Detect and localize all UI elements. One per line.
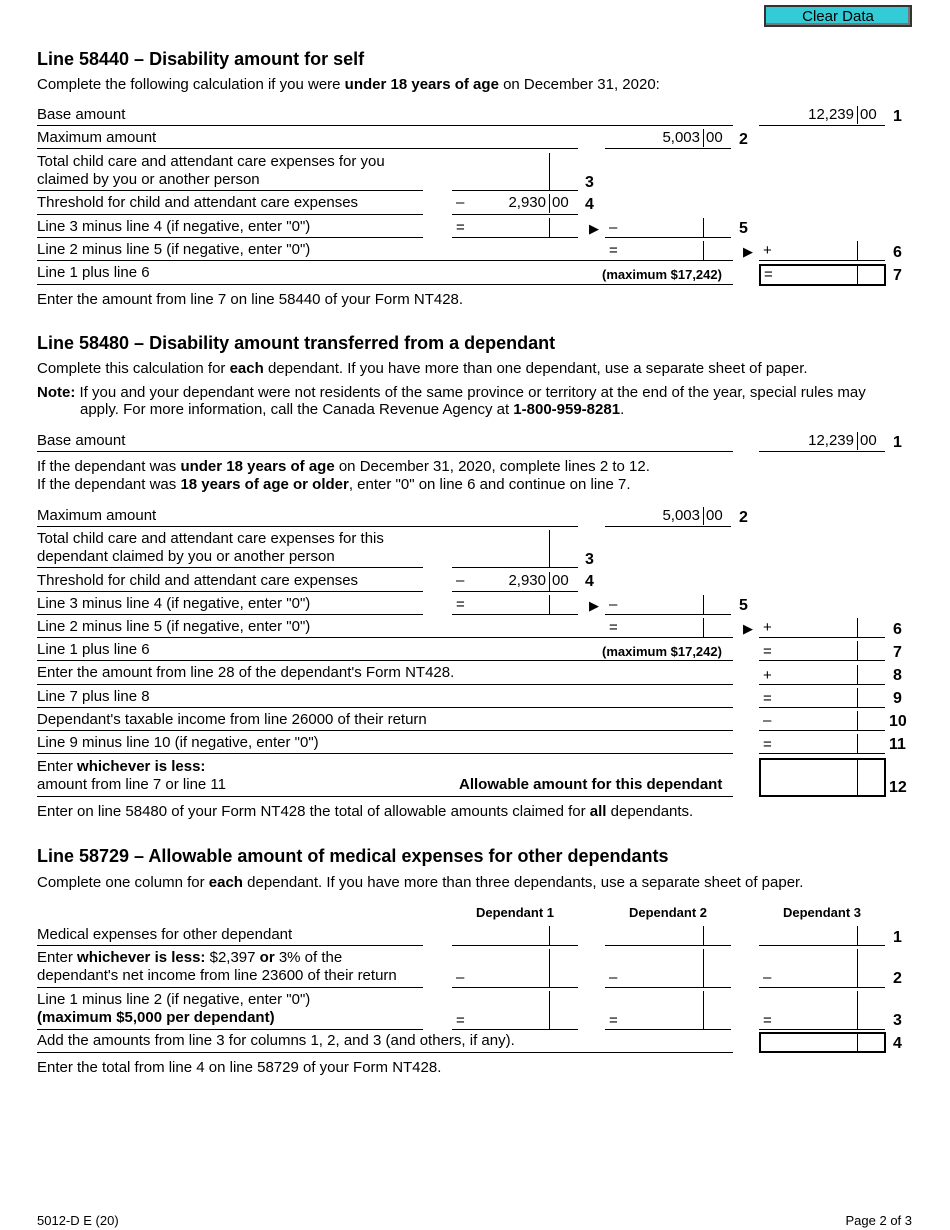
s1-arrow-6: ▶ [743,244,753,259]
s3-equals-dep1: = [456,1012,465,1029]
s2-footer: Enter on line 58480 of your Form NT428 the total of allowable amounts claimed for all dependants. [37,803,694,820]
s3-l1-dep1-input[interactable] [452,926,549,945]
s2-line-number-9: 9 [893,690,902,707]
column-header-dependant-3: Dependant 3 [782,905,861,920]
s1-threshold-dollars: 2,930 [508,194,546,211]
s2-line3-input[interactable] [452,530,549,567]
s1-line6-input[interactable] [775,241,857,260]
section-title-58480: Line 58480 – Disability amount transferred from a dependant [37,333,556,353]
s2-line9-input[interactable] [775,688,857,707]
s1-max-dollars: 5,003 [662,129,700,146]
s2-care-label-2: dependant claimed by you or another person [37,548,335,565]
s1-max-cents: 00 [706,129,723,146]
s2-base-amount-label: Base amount [37,432,126,449]
s2-note-line-2: apply. For more information, call the Canada Revenue Agency at 1-800-959-8281. [80,401,625,418]
s2-line-number-7: 7 [893,644,902,661]
s3-line-number-3: 3 [893,1012,902,1029]
s2-minus-4: – [456,572,465,589]
s2-care-label-1: Total child care and attendant care expenses for this [37,530,384,547]
s1-line-number-7: 7 [893,267,902,284]
s2-threshold-label: Threshold for child and attendant care expenses [37,572,359,589]
s3-footer: Enter the total from line 4 on line 58729 of your Form NT428. [37,1059,442,1076]
s1-base-cents: 00 [860,106,877,123]
s2-max-dollars: 5,003 [662,507,700,524]
s2-line-number-4: 4 [585,573,594,590]
s1-care-label-2: claimed by you or another person [37,171,260,188]
s2-threshold-cents: 00 [552,572,569,589]
s2-l12-label-2: amount from line 7 or line 11 [37,776,226,793]
s3-minus-dep2: – [609,969,618,986]
s2-minus-5: – [609,596,618,613]
s1-l2m5-label: Line 2 minus line 5 (if negative, enter "0") [37,241,311,258]
s2-line-number-8: 8 [893,667,902,684]
s2-equals-5: = [456,596,465,613]
s2-equals-9: = [763,690,772,707]
s2-note-line-1: Note: If you and your dependant were not residents of the same province or territory at the end of the year, special rules may [37,384,866,401]
s2-base-cents: 00 [860,432,877,449]
s2-equals-6a: = [609,619,618,636]
s1-equals-6a: = [609,242,618,259]
s2-line-number-12: 12 [889,779,907,796]
s2-l10-label: Dependant's taxable income from line 26000 of their return [37,711,427,728]
section-title-58440: Line 58440 – Disability amount for self [37,49,365,69]
s2-l12-label-1: Enter whichever is less: [37,758,206,775]
s2-line6-input[interactable] [775,618,857,637]
s2-line5-input[interactable] [621,595,703,614]
s2-line7-input[interactable] [775,641,857,660]
s3-line-number-1: 1 [893,929,902,946]
s3-l3-dep2-input[interactable] [621,991,703,1029]
section-intro-58440: Complete the following calculation if you were under 18 years of age on December 31, 2020: [37,76,660,93]
s1-l1p6-label: Line 1 plus line 6 [37,264,150,281]
s2-arrow-6: ▶ [743,621,753,636]
s1-line-number-6: 6 [893,244,902,261]
s1-line3-input[interactable] [452,153,549,190]
s2-minus-10: – [763,712,772,729]
s2-equals-7: = [763,643,772,660]
s3-l3-dep3-input[interactable] [775,991,857,1029]
s2-l1p6-label: Line 1 plus line 6 [37,641,150,658]
section-intro-58729: Complete one column for each dependant. If you have more than three dependants, use a separate sheet of paper. [37,874,804,891]
s3-line-number-2: 2 [893,970,902,987]
s3-l3-label-2: (maximum $5,000 per dependant) [37,1009,275,1026]
s1-equals-7: = [764,266,773,283]
s3-l3-label-1: Line 1 minus line 2 (if negative, enter "0") [37,991,311,1008]
page-number: Page 2 of 3 [845,1213,912,1228]
s2-line-number-2: 2 [739,509,748,526]
s2-line-number-6: 6 [893,621,902,638]
s3-line-number-4: 4 [893,1035,902,1052]
s2-l11-label: Line 9 minus line 10 (if negative, enter "0") [37,734,319,751]
s2-equals-11: = [763,736,772,753]
s2-line-number-10: 10 [889,713,907,730]
section-intro-58480: Complete this calculation for each dependant. If you have more than one dependant, use a separate sheet of paper. [37,360,808,377]
s1-line-number-5: 5 [739,220,748,237]
s2-plus-8: + [763,667,772,684]
s2-line-number-3: 3 [585,551,594,568]
s1-maximum-amount-label: Maximum amount [37,129,157,146]
s2-plus-6: + [763,619,772,636]
s2-max-cents: 00 [706,507,723,524]
s2-l8-label: Enter the amount from line 28 of the dependant's Form NT428. [37,664,455,681]
s3-l2-dep1-input[interactable] [468,949,549,987]
s2-max-note: (maximum $17,242) [602,644,722,659]
s3-l2-label-2: dependant's net income from line 23600 of their return [37,967,397,984]
clear-data-button[interactable]: Clear Data [764,5,912,27]
s2-base-dollars: 12,239 [808,432,854,449]
s1-l3m4-label: Line 3 minus line 4 (if negative, enter "0") [37,218,311,235]
s2-condition-2: If the dependant was 18 years of age or older, enter "0" on line 6 and continue on line 7. [37,476,631,493]
s1-plus-6: + [763,242,772,259]
column-header-dependant-1: Dependant 1 [475,905,554,920]
s2-condition-1: If the dependant was under 18 years of age on December 31, 2020, complete lines 2 to 12. [37,458,650,475]
form-code: 5012-D E (20) [37,1213,119,1228]
s3-equals-dep3: = [763,1012,772,1029]
s3-l1-dep3-input[interactable] [759,926,857,945]
s3-l2-label-1: Enter whichever is less: $2,397 or 3% of the [37,949,343,966]
s2-line-number-11: 11 [889,736,906,753]
s1-threshold-cents: 00 [552,194,569,211]
s3-equals-dep2: = [609,1012,618,1029]
s3-minus-dep1: – [456,969,465,986]
s2-line-number-5: 5 [739,597,748,614]
s2-l3m4-label: Line 3 minus line 4 (if negative, enter "0") [37,595,311,612]
s1-line-number-2: 2 [739,131,748,148]
s1-equals-5: = [456,219,465,236]
s1-line-number-1: 1 [893,108,902,125]
s1-minus-4: – [456,194,465,211]
s1-minus-5: – [609,219,618,236]
s2-l2m5-label: Line 2 minus line 5 (if negative, enter "0") [37,618,311,635]
s1-line7-input[interactable] [759,264,886,286]
s2-l9-label: Line 7 plus line 8 [37,688,150,705]
s3-l4-label: Add the amounts from line 3 for columns 1, 2, and 3 (and others, if any). [37,1032,515,1049]
s2-line10-input[interactable] [775,711,857,730]
s2-arrow-5: ▶ [589,598,599,613]
s2-line11-input[interactable] [775,734,857,753]
section-title-58729: Line 58729 – Allowable amount of medical expenses for other dependants [37,846,669,866]
s2-allowable-label: Allowable amount for this dependant [459,776,723,793]
s2-threshold-dollars: 2,930 [508,572,546,589]
s1-base-dollars: 12,239 [808,106,854,123]
s3-l2-dep3-input[interactable] [775,949,857,987]
s3-l1-label: Medical expenses for other dependant [37,926,293,943]
s1-line-number-4: 4 [585,196,594,213]
s1-threshold-label: Threshold for child and attendant care expenses [37,194,359,211]
s1-footer: Enter the amount from line 7 on line 58440 of your Form NT428. [37,291,464,308]
s1-arrow-5: ▶ [589,221,599,236]
s3-l1-dep2-input[interactable] [605,926,703,945]
column-header-dependant-2: Dependant 2 [628,905,707,920]
s1-line-number-3: 3 [585,174,594,191]
s2-maximum-amount-label: Maximum amount [37,507,157,524]
s1-care-label-1: Total child care and attendant care expenses for you [37,153,385,170]
s2-line12-input[interactable] [759,758,886,797]
s1-line5-input[interactable] [621,218,703,237]
s2-line-number-1: 1 [893,434,902,451]
s3-l3-dep1-input[interactable] [468,991,549,1029]
s3-line4-input[interactable] [759,1032,886,1053]
s1-max-note: (maximum $17,242) [602,267,722,282]
s3-minus-dep3: – [763,969,772,986]
s1-base-amount-label: Base amount [37,106,126,123]
s2-line8-input[interactable] [775,665,857,684]
s3-l2-dep2-input[interactable] [621,949,703,987]
